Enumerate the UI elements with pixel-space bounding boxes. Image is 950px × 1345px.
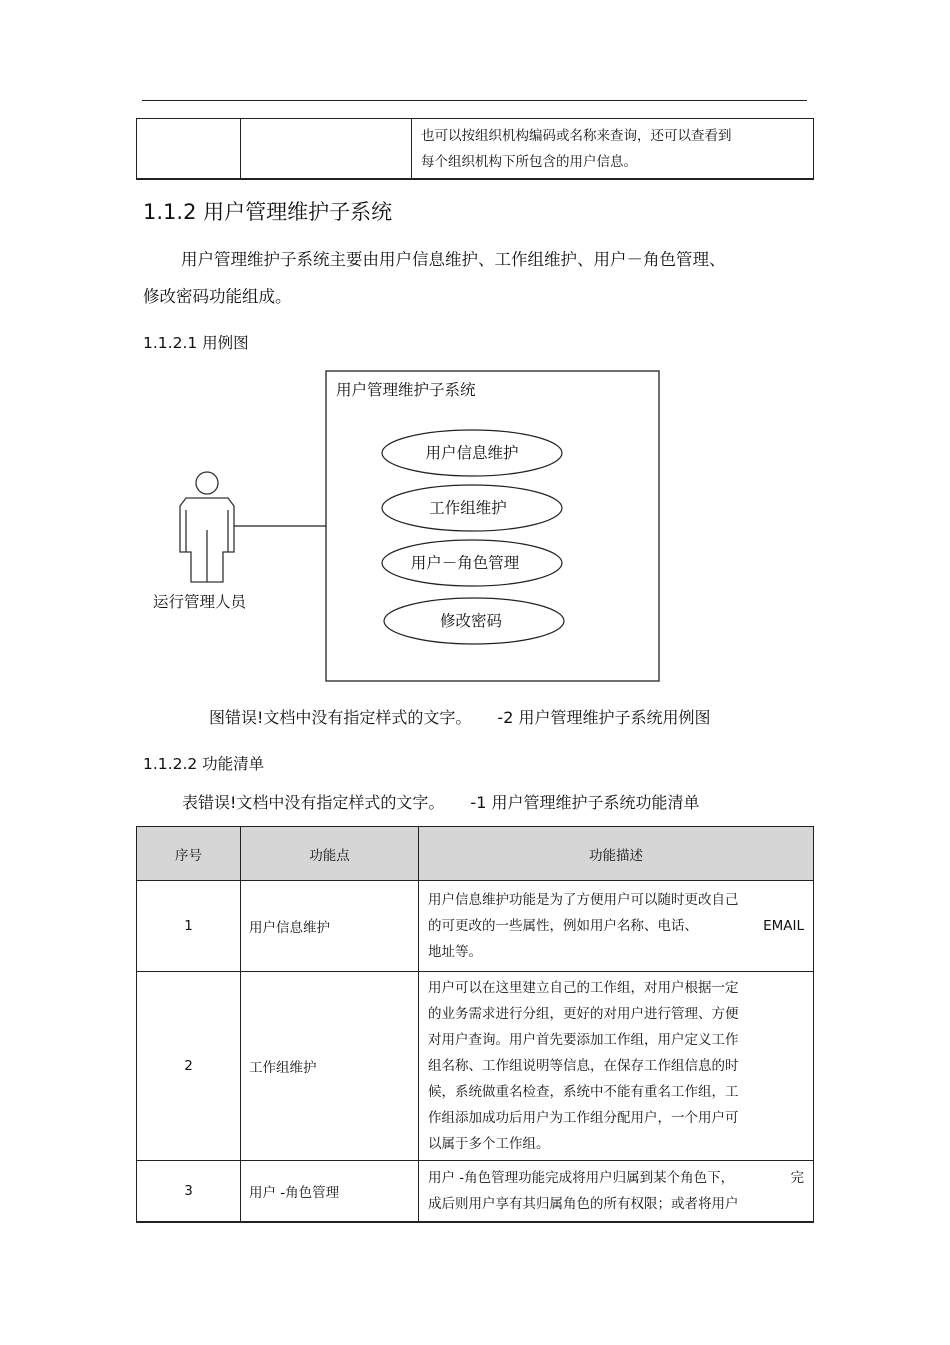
intro-line: 用户管理维护子系统主要由用户信息维护、工作组维护、用户－角色管理、 <box>181 250 726 269</box>
function-point: 用户 -角色管理 <box>241 1161 419 1223</box>
table-header-row <box>137 827 814 881</box>
description-line: 地址等。 <box>428 944 482 960</box>
intro-line: 修改密码功能组成。 <box>143 287 292 306</box>
system-boundary <box>326 371 659 681</box>
usecase-ellipse <box>382 485 562 531</box>
table-row <box>137 1161 814 1223</box>
row-number: 1 <box>137 881 241 972</box>
table-cell <box>241 119 412 180</box>
table-row <box>137 972 814 1161</box>
function-point: 工作组维护 <box>241 972 419 1161</box>
description-line: 也可以按组织机构编码或名称来查询，还可以查看到 <box>421 127 732 144</box>
description-line: 用户可以在这里建立自己的工作组，对用户根据一定 <box>428 980 739 996</box>
description-text: 完 <box>790 1170 804 1186</box>
description-line <box>428 913 804 939</box>
description-line: 候，系统做重名检查，系统中不能有重名工作组，工 <box>428 1084 739 1100</box>
usecase-heading: 1.1.2.1 用例图 <box>143 334 249 352</box>
column-header: 功能描述 <box>419 827 814 881</box>
description-line: 每个组织机构下所包含的用户信息。 <box>421 153 637 170</box>
description-line <box>428 1165 804 1191</box>
usecase-ellipse <box>382 540 562 586</box>
description-line: 用户信息维护功能是为了方便用户可以随时更改自己 <box>428 892 739 908</box>
description-text: 的可更改的一些属性，例如用户名称、电话、 <box>428 918 698 934</box>
description-line: 的业务需求进行分组，更好的对用户进行管理、方便 <box>428 1006 739 1022</box>
header-rule <box>142 100 807 101</box>
function-table <box>136 826 814 1223</box>
actor-head <box>196 472 218 494</box>
figure-caption <box>209 705 710 728</box>
usecase-label: 工作组维护 <box>429 499 507 517</box>
description-line: 成后则用户享有其归属角色的所有权限；或者将用户 <box>428 1196 739 1212</box>
table-cell-description <box>412 119 814 180</box>
actor-body <box>180 498 234 582</box>
section-heading: 1.1.2 用户管理维护子系统 <box>143 200 393 224</box>
function-list-heading: 1.1.2.2 功能清单 <box>143 755 265 773</box>
function-description <box>419 881 814 972</box>
function-description <box>419 1161 814 1223</box>
usecase-ellipse <box>382 430 562 476</box>
function-point: 用户信息维护 <box>241 881 419 972</box>
description-line: 作组添加成功后用户为工作组分配用户，一个用户可 <box>428 1110 739 1126</box>
function-description <box>419 972 814 1161</box>
description-line: 对用户查询。用户首先要添加工作组，用户定义工作 <box>428 1032 739 1048</box>
caption-part: -1 用户管理维护子系统功能清单 <box>470 793 700 812</box>
usecase-label: 用户信息维护 <box>425 444 519 462</box>
system-title: 用户管理维护子系统 <box>336 381 476 399</box>
description-text: EMAIL <box>763 918 804 934</box>
usecase-ellipse <box>384 598 564 644</box>
column-header: 功能点 <box>241 827 419 881</box>
column-header: 序号 <box>137 827 241 881</box>
table-caption <box>182 790 699 813</box>
caption-part: 表错误!文档中没有指定样式的文字。 <box>182 793 445 812</box>
description-line: 组名称、工作组说明等信息，在保存工作组信息的时 <box>428 1058 739 1074</box>
usecase-label: 用户－角色管理 <box>410 554 520 572</box>
usecase-label: 修改密码 <box>439 612 503 630</box>
description-text: 用户 -角色管理功能完成将用户归属到某个角色下， <box>428 1170 735 1186</box>
table-row <box>137 881 814 972</box>
table-cell <box>137 119 241 180</box>
actor-figure <box>180 472 234 582</box>
caption-part: 图错误!文档中没有指定样式的文字。 <box>209 708 472 727</box>
actor-label: 运行管理人员 <box>153 593 247 611</box>
table-row <box>137 119 814 180</box>
continued-table <box>136 118 814 180</box>
row-number: 2 <box>137 972 241 1161</box>
caption-part: -2 用户管理维护子系统用例图 <box>497 708 711 727</box>
description-line: 以属于多个工作组。 <box>428 1136 550 1152</box>
row-number: 3 <box>137 1161 241 1223</box>
section-intro <box>143 241 823 315</box>
